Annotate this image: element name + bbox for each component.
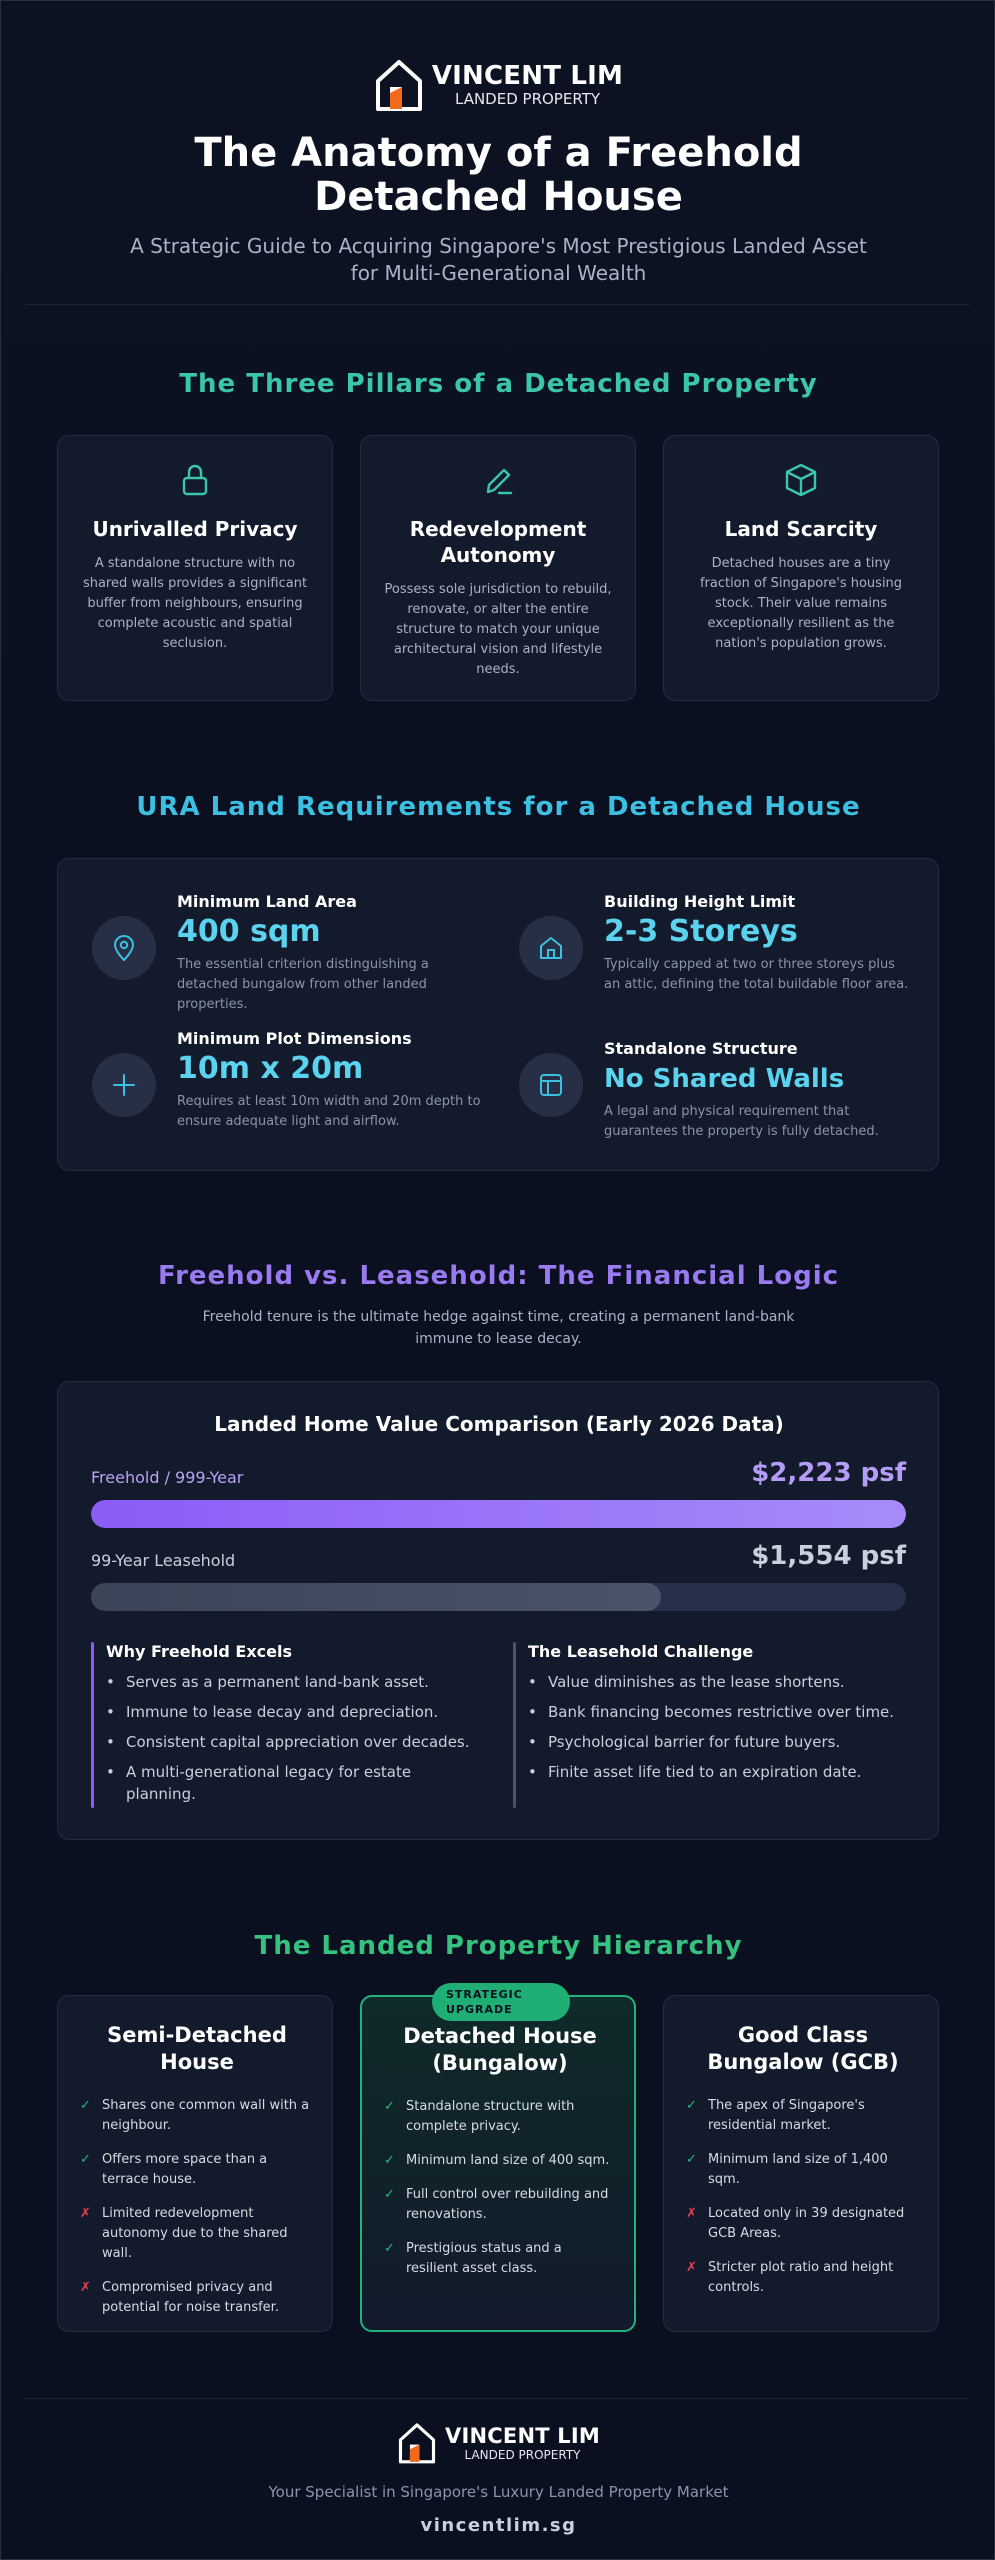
list-item — [384, 2097, 616, 2137]
list-item-text: Standalone structure with complete privacy. — [406, 2099, 575, 2134]
financial-intro: Freehold tenure is the ultimate hedge against time, creating a permanent land-bank immune to lease decay. — [202, 1309, 795, 1347]
ura-icon-circle — [519, 1053, 583, 1117]
check-icon: ✓ — [384, 2187, 395, 2202]
tier-card-semi-detached — [57, 1995, 333, 2332]
tier-title: Detached House (Bungalow) — [403, 2024, 597, 2075]
pillar-desc: A standalone structure with no shared walls provides a significant buffer from neighbours, ensuring complete acoustic and spatial seclusion. — [82, 556, 308, 651]
list-item: • Serves as a permanent land-bank asset. — [106, 1671, 481, 1693]
lock-icon — [175, 460, 215, 500]
list-item — [686, 2204, 920, 2244]
list-item-text: Stricter plot ratio and height controls. — [708, 2260, 894, 2295]
bar-label: Freehold / 999-Year — [91, 1468, 244, 1487]
financial-title: Freehold vs. Leasehold: The Financial Logic — [157, 1261, 840, 1291]
tier-title: Semi-Detached House — [107, 2023, 287, 2074]
list-item: • Bank financing becomes restrictive over time. — [528, 1701, 903, 1723]
column-title: Why Freehold Excels — [106, 1642, 293, 1661]
ura-value: 10m x 20m — [177, 1051, 364, 1086]
page-title: The Anatomy of a Freehold Detached House — [194, 130, 803, 220]
list-item: • A multi-generational legacy for estate planning. — [106, 1761, 481, 1805]
pillar-title: Unrivalled Privacy — [92, 517, 298, 541]
comparison-heading: Landed Home Value Comparison (Early 2026 Data) — [214, 1412, 784, 1436]
list-item — [384, 2185, 616, 2225]
list-item-text: Shares one common wall with a neighbour. — [102, 2098, 310, 2133]
pillar-card-scarcity — [663, 435, 939, 701]
bar-label: 99-Year Leasehold — [91, 1551, 236, 1570]
cube-icon — [781, 460, 821, 500]
tier-list — [384, 2097, 616, 2279]
pillar-card-autonomy — [360, 435, 636, 701]
list-item-text: The apex of Singapore's residential market. — [708, 2098, 865, 2133]
list-item — [80, 2096, 314, 2136]
list-item-text: Limited redevelopment autonomy due to the shared wall. — [102, 2206, 288, 2261]
list-item — [80, 2204, 314, 2264]
ura-icon-circle — [92, 1053, 156, 1117]
list-item — [686, 2150, 920, 2190]
ura-value: 400 sqm — [177, 914, 321, 949]
house-logo-icon — [374, 57, 424, 113]
footer — [1, 2421, 995, 2536]
pillar-title: Land Scarcity — [724, 517, 878, 541]
list-item: • Finite asset life tied to an expiration date. — [528, 1761, 903, 1783]
list-item — [686, 2096, 920, 2136]
check-icon: ✓ — [686, 2152, 697, 2167]
accent-line — [91, 1642, 94, 1808]
list-item-text: Located only in 39 designated GCB Areas. — [708, 2206, 905, 2241]
accent-line — [513, 1642, 516, 1808]
header — [1, 57, 995, 287]
plus-icon — [109, 1070, 139, 1100]
cross-icon: ✗ — [80, 2206, 91, 2221]
pillar-title: Redevelopment Autonomy — [409, 517, 587, 567]
ura-desc: A legal and physical requirement that guarantees the property is fully detached. — [604, 1104, 879, 1139]
brand-name: VINCENT LIM — [445, 2423, 600, 2448]
ura-desc: Typically capped at two or three storeys plus an attic, defining the total buildable floor area. — [604, 957, 909, 992]
brand-sub: LANDED PROPERTY — [464, 2447, 581, 2462]
tier-list — [686, 2096, 920, 2298]
list-item — [80, 2278, 314, 2318]
bar-fill-freehold — [91, 1500, 906, 1528]
check-icon: ✓ — [384, 2099, 395, 2114]
list-item — [384, 2151, 616, 2171]
ura-title: URA Land Requirements for a Detached House — [136, 792, 861, 822]
house-icon — [536, 933, 566, 963]
cross-icon: ✗ — [686, 2260, 697, 2275]
cross-icon: ✗ — [80, 2280, 91, 2295]
ura-label: Building Height Limit — [604, 892, 796, 911]
list-item-text: Prestigious status and a resilient asset class. — [406, 2241, 562, 2276]
list-item-text: Minimum land size of 400 sqm. — [406, 2153, 610, 2168]
column-title: The Leasehold Challenge — [528, 1642, 754, 1661]
divider — [25, 304, 970, 305]
ura-desc: Requires at least 10m width and 20m depth to ensure adequate light and airflow. — [177, 1094, 481, 1129]
list-item-text: Full control over rebuilding and renovations. — [406, 2187, 609, 2222]
value-comparison-card — [57, 1381, 939, 1840]
cross-icon: ✗ — [686, 2206, 697, 2221]
leasehold-challenge-column — [513, 1642, 903, 1791]
layout-icon — [536, 1070, 566, 1100]
ura-desc: The essential criterion distinguishing a detached bungalow from other landed properties. — [177, 957, 429, 1012]
ura-requirements-card — [57, 858, 939, 1171]
list-item-text: Compromised privacy and potential for noise transfer. — [102, 2280, 279, 2315]
check-icon: ✓ — [80, 2098, 91, 2113]
check-icon: ✓ — [80, 2152, 91, 2167]
list-item-text: Offers more space than a terrace house. — [102, 2152, 268, 2187]
list-item-text: Minimum land size of 1,400 sqm. — [708, 2152, 888, 2187]
ura-value: 2-3 Storeys — [604, 914, 798, 949]
ura-label: Minimum Land Area — [177, 892, 357, 911]
bar-value: $2,223 psf — [751, 1458, 906, 1488]
ura-label: Minimum Plot Dimensions — [177, 1029, 412, 1048]
brand-name: VINCENT LIM — [431, 61, 624, 91]
check-icon: ✓ — [686, 2098, 697, 2113]
pillar-card-privacy — [57, 435, 333, 701]
footer-tagline: Your Specialist in Singapore's Luxury Landed Property Market — [268, 2483, 729, 2501]
list-item: • Consistent capital appreciation over decades. — [106, 1731, 481, 1753]
location-pin-icon — [109, 933, 139, 963]
ura-label: Standalone Structure — [604, 1039, 798, 1058]
list-item — [80, 2150, 314, 2190]
challenge-list — [528, 1671, 903, 1783]
ura-icon-circle — [519, 916, 583, 980]
check-icon: ✓ — [384, 2241, 395, 2256]
bar-value: $1,554 psf — [751, 1541, 906, 1571]
tier-card-gcb — [663, 1995, 939, 2332]
house-logo-icon — [397, 2421, 437, 2465]
ura-icon-circle — [92, 916, 156, 980]
pillars-title: The Three Pillars of a Detached Property — [179, 369, 818, 399]
bar-fill-leasehold — [91, 1583, 661, 1611]
pencil-icon — [478, 460, 518, 500]
strategic-upgrade-badge: STRATEGIC UPGRADE — [432, 1983, 570, 2021]
bar-track — [91, 1583, 906, 1611]
pillar-desc: Possess sole jurisdiction to rebuild, renovate, or alter the entire structure to match your unique architectural vision and lifestyle needs. — [384, 582, 612, 677]
list-item: • Value diminishes as the lease shortens. — [528, 1671, 903, 1693]
pillar-desc: Detached houses are a tiny fraction of Singapore's housing stock. Their value remains exceptionally resilient as the nation's population grows. — [699, 556, 903, 651]
footer-logo — [1, 2421, 995, 2465]
website-link[interactable]: vincentlim.sg — [420, 2515, 577, 2536]
why-list — [106, 1671, 481, 1805]
brand-logo — [1, 57, 995, 113]
tier-card-detached — [360, 1988, 636, 2332]
divider — [25, 2398, 970, 2399]
why-freehold-column — [91, 1642, 481, 1813]
list-item: • Immune to lease decay and depreciation. — [106, 1701, 481, 1723]
check-icon: ✓ — [384, 2153, 395, 2168]
list-item — [686, 2258, 920, 2298]
tier-title: Good Class Bungalow (GCB) — [707, 2023, 899, 2074]
tier-list — [80, 2096, 314, 2318]
ura-value: No Shared Walls — [604, 1064, 845, 1094]
list-item: • Psychological barrier for future buyers. — [528, 1731, 903, 1753]
hierarchy-title: The Landed Property Hierarchy — [254, 1931, 743, 1961]
page-subtitle: A Strategic Guide to Acquiring Singapore's Most Prestigious Landed Asset for Multi-Generational Wealth — [130, 234, 867, 285]
bar-track — [91, 1500, 906, 1528]
brand-sub: LANDED PROPERTY — [455, 90, 600, 108]
list-item — [384, 2239, 616, 2279]
